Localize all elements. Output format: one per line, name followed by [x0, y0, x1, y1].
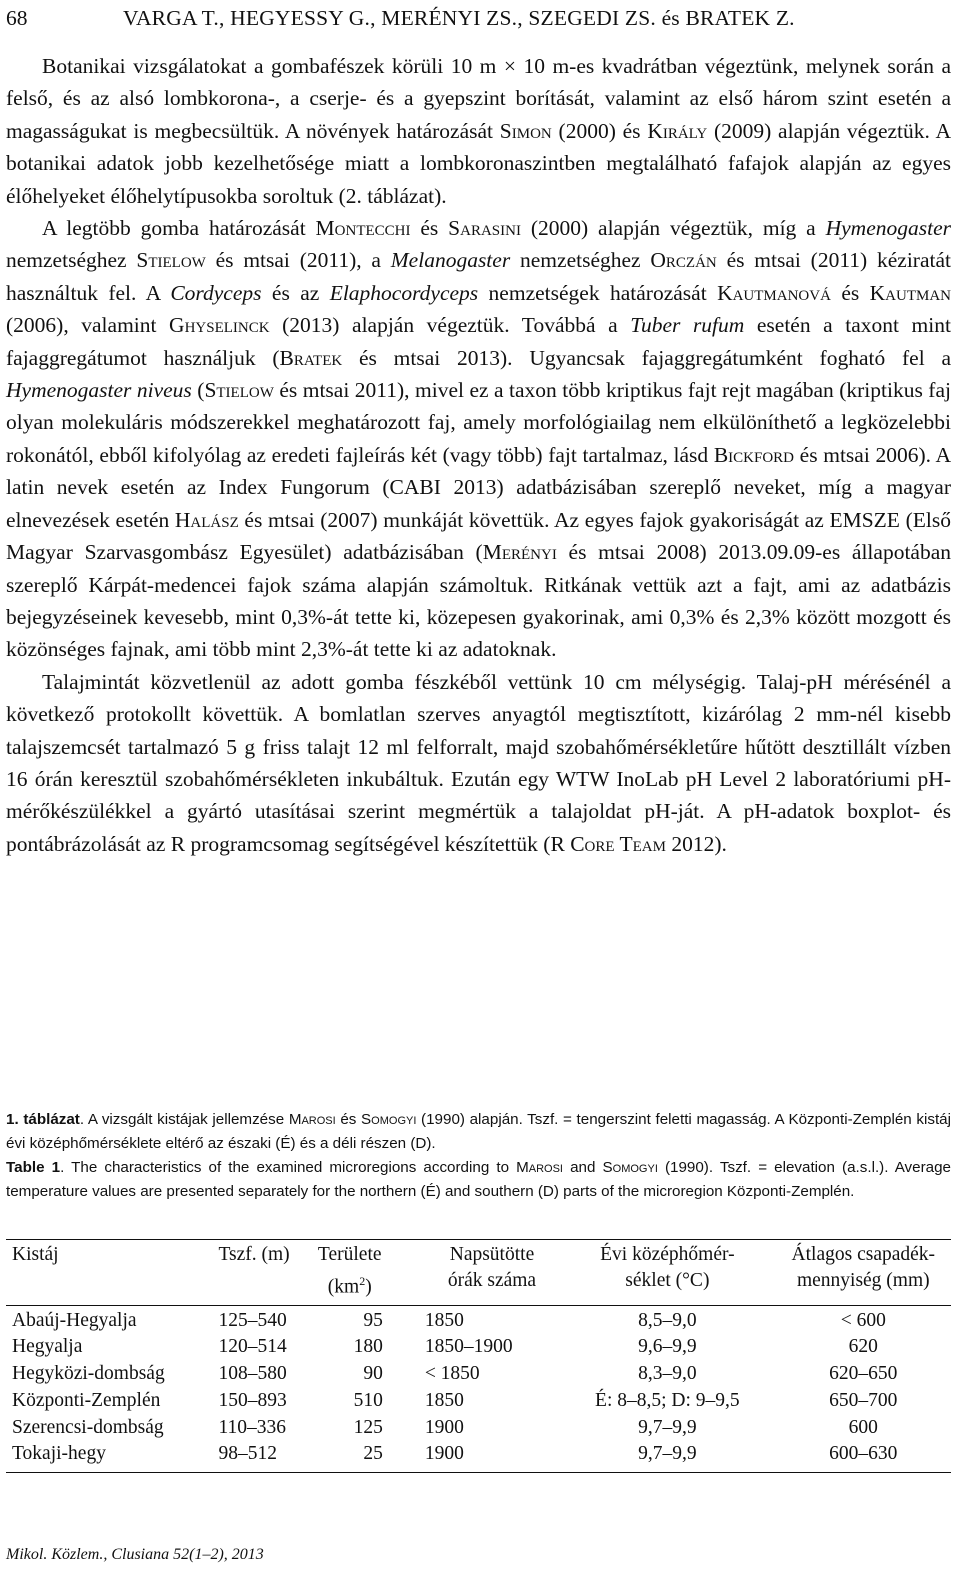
table-header-row — [6, 1240, 951, 1306]
table-row — [6, 1361, 951, 1388]
header-text: Napsütötte — [449, 1244, 535, 1265]
table-cell: 600–630 — [829, 1443, 898, 1465]
col-header-evi-kozephomerseklet — [559, 1240, 775, 1306]
table-cell: Központi-Zemplén — [12, 1389, 161, 1411]
text-span: (2000) és — [551, 118, 648, 143]
table-cell: 125–540 — [218, 1309, 287, 1331]
table-cell: 150–893 — [218, 1389, 287, 1411]
text-span: és mtsai 2008) 2013.09.09-es állapotában szereplő Kárpát-medencei fajok száma alapján számoltuk. Ritkának vettük azt a fajt, ami az adatbázis bejegyzéseinek kevesebb, mint 0,3%-át tette ki, közepesen gyakorinak, ami 0,3% és 2,3% között mozgott és közönséges fajnak, ami több mint 2,3%-át tette ki az adatoknak. — [6, 540, 951, 662]
text-span: és az — [261, 280, 330, 305]
col-header-terulete — [317, 1240, 403, 1306]
author-name: Somogyi — [361, 1111, 417, 1128]
header-text: mennyiség (mm) — [796, 1270, 930, 1291]
table-cell: 95 — [363, 1309, 383, 1331]
table-cell: 650–700 — [829, 1389, 898, 1411]
table-cell: 1850 — [424, 1389, 464, 1411]
author-name: Montecchi — [315, 216, 411, 241]
col-header-tszf — [218, 1240, 316, 1306]
header-text: ) — [365, 1276, 372, 1298]
text-span: A legtöbb gomba határozását — [42, 216, 316, 241]
author-name: Marosi — [516, 1159, 563, 1176]
table-cell: Hegyalja — [12, 1336, 83, 1358]
table-cell: 90 — [363, 1363, 383, 1385]
text-span: 2012). — [665, 831, 727, 856]
text-span: és mtsai (2007) munkáját követtük. Az egyes fajok gyakoriságát az EMSZE (Első Magyar Szarvasgombász Egyesület) adatbázisában ( — [6, 507, 951, 565]
table-cell: 9,6–9,9 — [638, 1336, 697, 1358]
table-cell: 620 — [848, 1336, 878, 1358]
col-header-kistaj — [6, 1240, 218, 1306]
author-name: Stielow — [136, 248, 206, 273]
caption-hungarian — [6, 1108, 951, 1156]
table-row — [6, 1305, 951, 1334]
taxon-name: Cordyceps — [170, 280, 262, 305]
text-span: Talajmintát közvetlenül az adott gomba fészkéből vettünk 10 cm mélységig. Talaj-pH mérésénél a következő protokollt követtük. A bomlatlan szerves anyagtól megtisztított, kizárólag 2 mm-nél kisebb talajszemcsét tartalmazó 5 g friss talajt 12 ml felforralt, majd szobahőmérsékletűre hűtött desztillált vízben 16 órán keresztül szobahőmérsékleten inkubáltuk. Ezután egy WTW InoLab pH Level 2 laboratóriumi pH-mérőkészülékkel a gyártó utasításai szerint megmértük a talajoldat pH-ját. A pH-adatok boxplot- és pontábrázolását az R programcsomag segítségével készítettük (R — [6, 669, 951, 856]
table-row — [6, 1388, 951, 1415]
table-row — [6, 1415, 951, 1442]
text-span: nemzetséghez — [510, 248, 651, 273]
text-span: (2000) alapján végeztük, míg a — [520, 216, 826, 241]
table-cell: < 600 — [840, 1309, 886, 1331]
author-name: Bickford — [713, 442, 795, 467]
table-cell: 110–336 — [218, 1416, 286, 1438]
author-name: Marosi — [288, 1111, 336, 1128]
text-span: . A vizsgált kistájak jellemzése — [79, 1111, 289, 1128]
header-text: séklet (°C) — [625, 1270, 710, 1291]
text-span: Botanikai vizsgálatokat a gombafészek körüli 10 m × 10 m-es kvadrátban végeztünk, melynek során a felső, és az alsó lombkorona-, a cserje- és a gyepszint borítását, valamint az első három szint esetén a magasságukat is megbecsültük. A növények határozását — [6, 54, 951, 143]
text-span: és — [335, 1111, 362, 1128]
author-name: Király — [647, 118, 708, 143]
text-span: and — [563, 1159, 603, 1176]
text-span: (1990) alapján. Tszf. = tengerszint feletti magasság. A Központi-Zemplén kistáj évi középhőmérséklete eltérő az északi (É) és a déli részen (D). — [6, 1111, 951, 1152]
table-cell: 25 — [363, 1443, 383, 1465]
table-cell: 8,3–9,0 — [638, 1363, 697, 1385]
taxon-name: Hymenogaster niveus — [6, 378, 192, 403]
text-span: . The characteristics of the examined microregions according to — [60, 1159, 517, 1176]
microregion-table — [6, 1239, 951, 1473]
author-name: Bratek — [279, 345, 343, 370]
author-name: Simon — [499, 118, 552, 143]
text-span: és — [830, 280, 870, 305]
text-span: ( — [191, 378, 205, 403]
table-header — [6, 1240, 951, 1306]
text-span: (1990). Tszf. = elevation (a.s.l.). Average temperature values are presented separately for the northern (É) and southern (D) parts of the microregion Központi-Zemplén. — [6, 1159, 951, 1200]
table-cell: 9,7–9,9 — [638, 1443, 697, 1465]
header-text: Évi középhőmér- — [600, 1244, 735, 1265]
text-span: nemzetségek határozását — [478, 280, 718, 305]
text-span: (2009) alapján végeztük. A botanikai adatok jobb kezelhetősége miatt a lombkoronaszintben megtalálható fafajok alapján az egyes élőhelyeket élőhelytípusokba soroltuk (2. táblázat). — [6, 118, 951, 208]
paragraph-soil-ph-methods — [6, 666, 951, 860]
paragraph-botanical-methods — [6, 50, 951, 212]
author-name: Kautman — [869, 280, 951, 305]
caption-label: 1. táblázat — [6, 1111, 80, 1128]
header-text: Tszf. (m) — [218, 1244, 290, 1265]
author-name: Ghyselinck — [169, 313, 270, 338]
text-span: és mtsai 2013). Ugyancsak fajaggregátumként fogható fel a — [342, 345, 951, 370]
table-cell: 125 — [353, 1416, 383, 1438]
table-caption — [6, 1108, 951, 1204]
table-cell: 98–512 — [218, 1443, 277, 1465]
table-cell: Szerencsi-dombság — [12, 1416, 164, 1438]
caption-english — [6, 1156, 951, 1204]
table-cell: < 1850 — [424, 1363, 480, 1385]
text-span: (2006), valamint — [6, 313, 170, 338]
text-span: és mtsai (2011) kéziratát használtuk fel. A — [6, 248, 951, 305]
table-cell: Abaúj-Hegyalja — [12, 1309, 137, 1331]
table-cell: 510 — [353, 1389, 383, 1411]
table-body — [6, 1305, 951, 1473]
col-header-atlagos-csapadek — [776, 1240, 951, 1306]
header-text: Átlagos csapadék- — [791, 1244, 936, 1265]
col-header-napsutotte — [403, 1240, 559, 1306]
table-cell: 1850–1900 — [424, 1336, 513, 1358]
running-header-authors: VARGA T., HEGYESSY G., MERÉNYI ZS., SZEGEDI ZS. és BRATEK Z. — [123, 6, 795, 30]
journal-citation-footer: Mikol. Közlem., Clusiana 52(1–2), 2013 — [6, 1546, 264, 1563]
text-span: nemzetséghez — [6, 248, 137, 273]
table-row — [6, 1441, 951, 1472]
table-cell: 9,7–9,9 — [638, 1416, 697, 1438]
page-number: 68 — [6, 6, 28, 30]
table-cell: 108–580 — [218, 1363, 287, 1385]
author-name: Orczán — [650, 248, 717, 273]
header-text: (km — [327, 1276, 360, 1298]
header-text: Területe — [317, 1244, 382, 1265]
taxon-name: Melanogaster — [390, 248, 511, 273]
header-superscript: 2 — [359, 1274, 366, 1288]
taxon-name: Hymenogaster — [825, 216, 951, 241]
text-span: (2013) alapján végeztük. Továbbá a — [269, 313, 631, 338]
table-cell: Tokaji-hegy — [12, 1443, 106, 1465]
paragraph-fungal-identification — [6, 212, 951, 666]
text-span: esetén a taxont mint fajaggregátumot használjuk ( — [6, 313, 951, 370]
author-name: Sarasini — [448, 216, 521, 241]
author-name: Stielow — [204, 378, 274, 403]
table-cell: 1900 — [424, 1443, 464, 1465]
text-span: és mtsai 2006). A latin nevek esetén az Index Fungorum (CABI 2013) adatbázisában szereplő neveket, míg a magyar elnevezések esetén — [6, 442, 952, 532]
author-name: Halász — [174, 507, 239, 532]
author-name: Merényi — [482, 540, 557, 565]
body-text — [6, 50, 951, 860]
caption-label: Table 1 — [6, 1159, 61, 1176]
table-cell: 120–514 — [218, 1336, 287, 1358]
author-name: Kautmanová — [717, 280, 831, 305]
author-name: Core Team — [570, 831, 666, 856]
table-cell: 620–650 — [829, 1363, 898, 1385]
taxon-name: Tuber rufum — [630, 313, 745, 338]
author-name: Somogyi — [602, 1159, 658, 1176]
table-cell: 1850 — [424, 1309, 464, 1331]
text-span: és mtsai 2011), mivel ez a taxon több kriptikus fajt rejt magában (kriptikus faj olyan molekuláris módszerekkel meghatározott faj, amely morfológiailag nem elkülöníthető a legközelebbi rokonától, ebből kifolyólag az eredeti fajleírás két (vagy több) fajt tartalmaz, lásd — [6, 378, 951, 467]
header-text: Kistáj — [12, 1244, 59, 1265]
taxon-name: Elaphocordyceps — [329, 280, 479, 305]
table-cell: 1900 — [424, 1416, 464, 1438]
text-span: és mtsai (2011), a — [205, 248, 391, 273]
table-row — [6, 1334, 951, 1361]
table-cell: 600 — [848, 1416, 878, 1438]
table-cell: Hegyközi-dombság — [12, 1363, 165, 1385]
table-cell: É: 8–8,5; D: 9–9,5 — [595, 1389, 740, 1411]
table-cell: 8,5–9,0 — [638, 1309, 697, 1331]
table-cell: 180 — [353, 1336, 383, 1358]
text-span: és — [410, 216, 449, 241]
header-text: órák száma — [447, 1270, 537, 1291]
